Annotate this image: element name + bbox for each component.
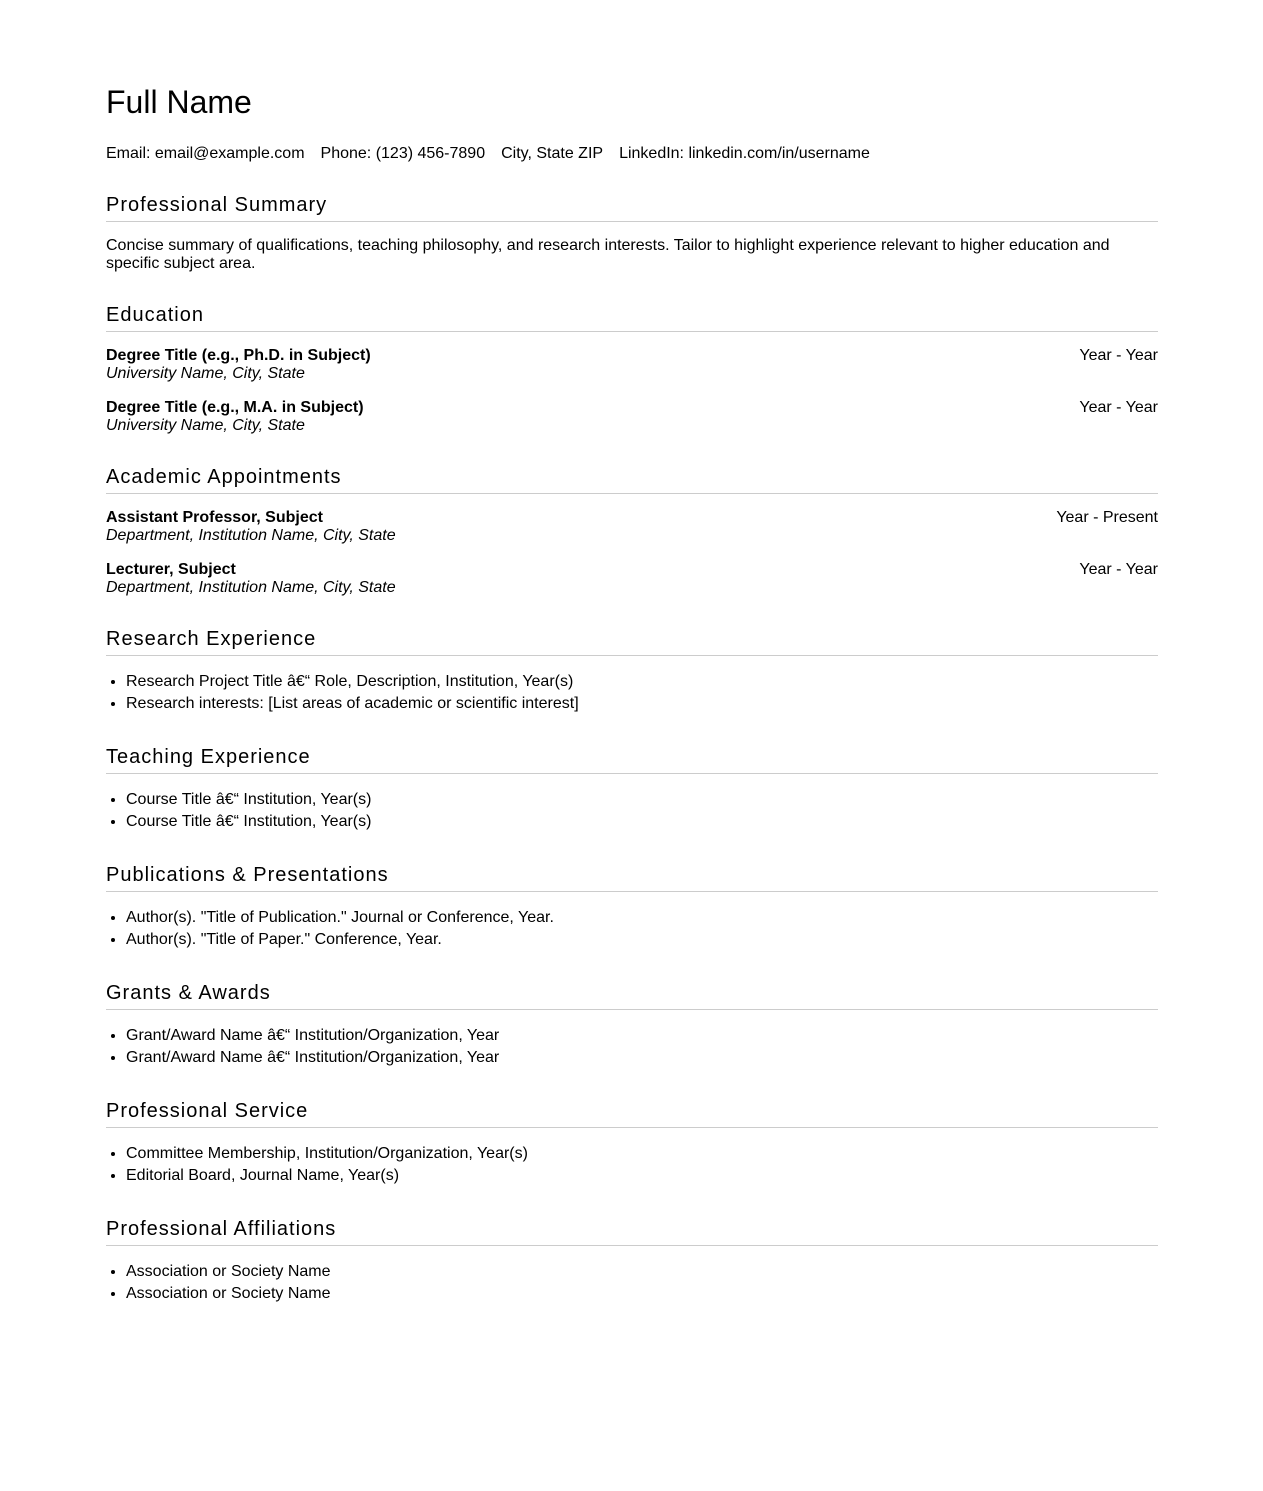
education-entry (106, 399, 1158, 435)
list-item: • Research Project Title â€“ Role, Description, Institution, Year(s) (126, 671, 1158, 693)
bullet-list (106, 789, 1158, 833)
entry-title: Degree Title (e.g., M.A. in Subject) (106, 399, 364, 416)
bullet-list (106, 1143, 1158, 1187)
list-item: • Association or Society Name (126, 1283, 1158, 1305)
entry-date: Year - Year (1079, 347, 1158, 364)
bullet-list (106, 1025, 1158, 1069)
section-heading: Research Experience (106, 627, 1158, 656)
appointment-entry (106, 561, 1158, 597)
entry-subtitle: University Name, City, State (106, 417, 305, 434)
section-professional-service (106, 1099, 1158, 1187)
list-item: • Course Title â€“ Institution, Year(s) (126, 789, 1158, 811)
entry-subtitle: University Name, City, State (106, 365, 305, 382)
section-publications-presentations (106, 863, 1158, 951)
entry-title: Assistant Professor, Subject (106, 509, 323, 526)
contact-phone: Phone: (123) 456-7890 (320, 145, 486, 162)
education-entry (106, 347, 1158, 383)
entry-subtitle: Department, Institution Name, City, State (106, 579, 396, 596)
section-heading: Academic Appointments (106, 465, 1158, 494)
section-heading: Professional Service (106, 1099, 1158, 1128)
summary-text: Concise summary of qualifications, teaching philosophy, and research interests. Tailor to highlight experience relevant to higher education and specific subject area. (106, 237, 1110, 272)
section-grants-awards (106, 981, 1158, 1069)
contact-line (106, 145, 1158, 163)
entry-subtitle: Department, Institution Name, City, State (106, 527, 396, 544)
entry-date: Year - Present (1056, 509, 1158, 526)
list-item: • Course Title â€“ Institution, Year(s) (126, 811, 1158, 833)
list-item: • Author(s). "Title of Publication." Journal or Conference, Year. (126, 907, 1158, 929)
section-heading: Teaching Experience (106, 745, 1158, 774)
contact-email: Email: email@example.com (106, 145, 305, 162)
contact-linkedin: LinkedIn: linkedin.com/in/username (619, 145, 870, 162)
section-heading: Professional Summary (106, 193, 1158, 222)
section-heading: Professional Affiliations (106, 1217, 1158, 1246)
list-item: • Association or Society Name (126, 1261, 1158, 1283)
section-heading: Publications & Presentations (106, 863, 1158, 892)
contact-location: City, State ZIP (501, 145, 604, 162)
full-name: Full Name (106, 84, 252, 120)
section-heading: Grants & Awards (106, 981, 1158, 1010)
section-heading: Education (106, 303, 1158, 332)
list-item: • Editorial Board, Journal Name, Year(s) (126, 1165, 1158, 1187)
section-education (106, 303, 1158, 435)
resume (106, 0, 1158, 1305)
list-item: • Research interests: [List areas of academic or scientific interest] (126, 693, 1158, 715)
section-summary (106, 193, 1158, 273)
entry-title: Lecturer, Subject (106, 561, 236, 578)
entry-date: Year - Year (1079, 561, 1158, 578)
list-item: • Grant/Award Name â€“ Institution/Organization, Year (126, 1047, 1158, 1069)
list-item: • Grant/Award Name â€“ Institution/Organization, Year (126, 1025, 1158, 1047)
section-teaching-experience (106, 745, 1158, 833)
section-appointments (106, 465, 1158, 597)
entry-date: Year - Year (1079, 399, 1158, 416)
entry-title: Degree Title (e.g., Ph.D. in Subject) (106, 347, 371, 364)
section-research-experience (106, 627, 1158, 715)
bullet-list (106, 671, 1158, 715)
appointment-entry (106, 509, 1158, 545)
list-item: • Author(s). "Title of Paper." Conference, Year. (126, 929, 1158, 951)
list-item: • Committee Membership, Institution/Organization, Year(s) (126, 1143, 1158, 1165)
section-professional-affiliations (106, 1217, 1158, 1305)
bullet-list (106, 1261, 1158, 1305)
bullet-list (106, 907, 1158, 951)
